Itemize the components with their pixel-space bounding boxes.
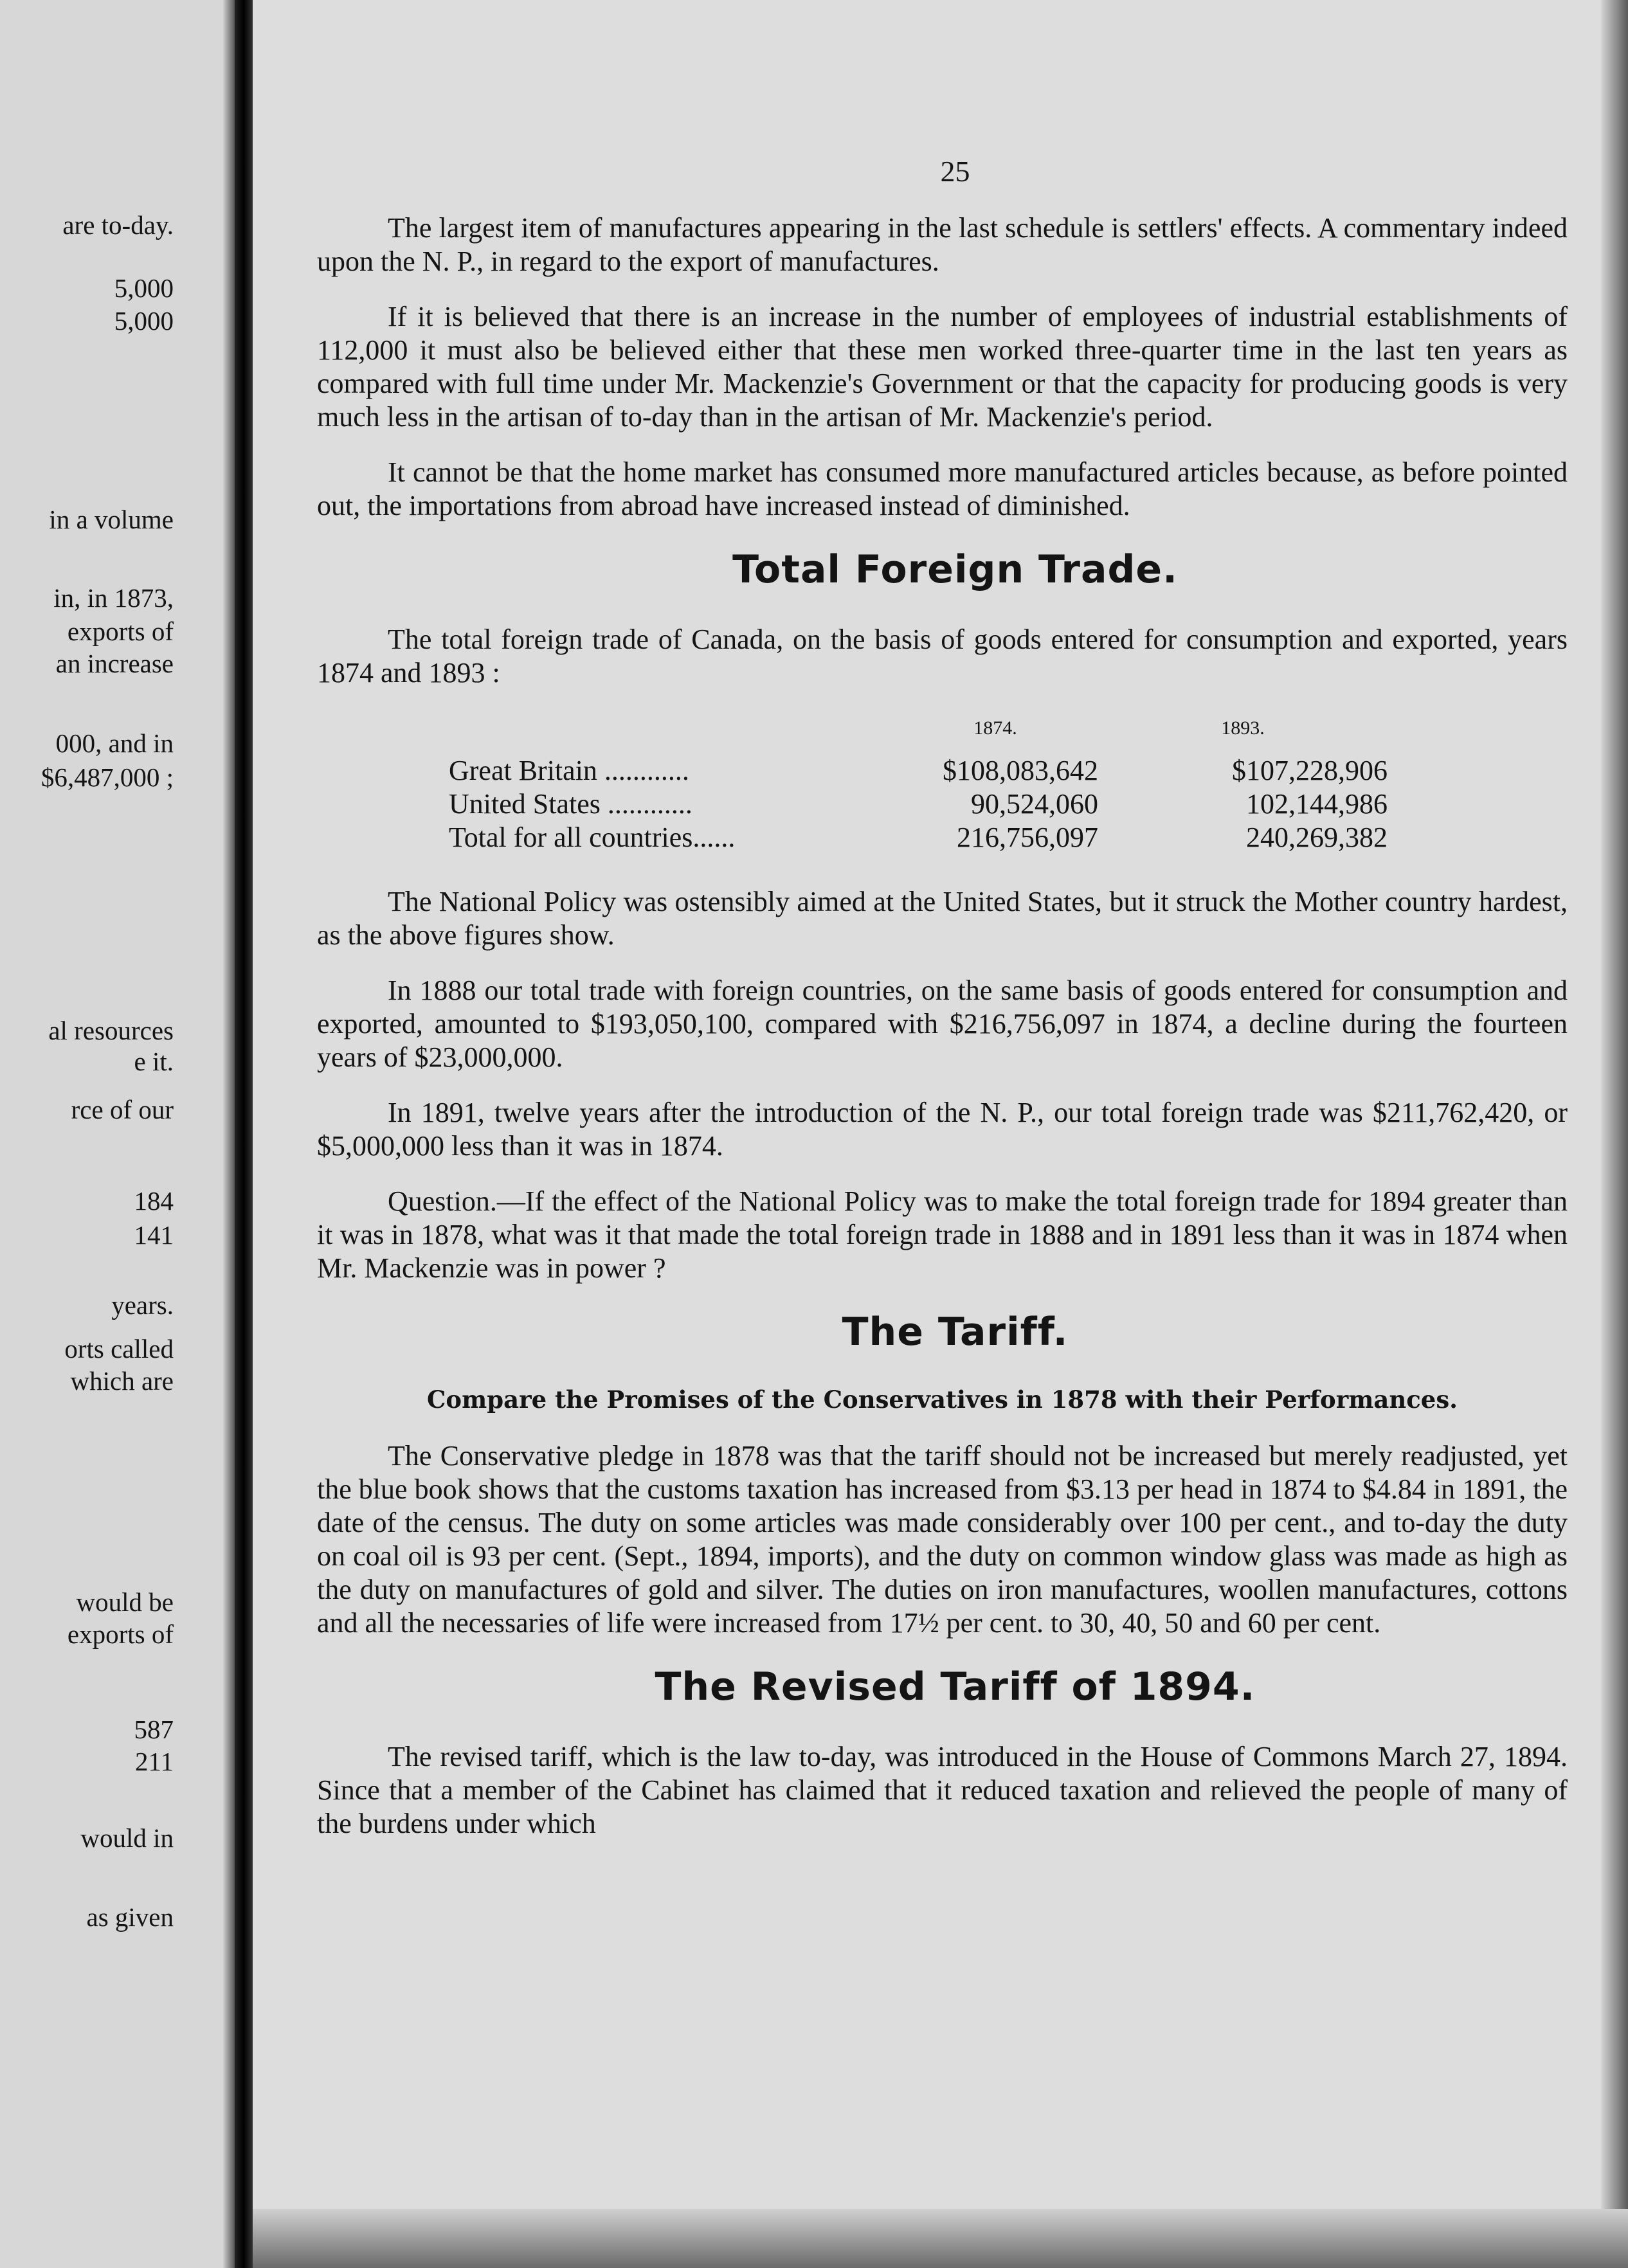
paragraph: The National Policy was ostensibly aimed at the United States, but it struck the Mother country hardest, as the above figures show. — [317, 886, 1568, 951]
section-subheading: Compare the Promises of the Conservatives in 1878 with their Performances. — [426, 1385, 1458, 1414]
right-page — [253, 0, 1628, 2268]
paragraph: Question.—If the effect of the National Policy was to make the total foreign trade for 1894 greater than it was in 1878, what was it that made the total foreign trade in 1888 and in 1891 less than it was in 1874 when Mr. Mackenzie was in power ? — [317, 1185, 1568, 1284]
value-1874: 90,524,060 — [971, 788, 1098, 820]
left-text-fragment: exports of — [67, 616, 174, 646]
section-heading-revised-tariff: The Revised Tariff of 1894. — [655, 1664, 1256, 1709]
left-text-fragment: 5,000 — [114, 273, 174, 303]
page-content — [317, 154, 1568, 1862]
value-1893: $107,228,906 — [1232, 755, 1388, 786]
value-1893: 102,144,986 — [1246, 788, 1388, 820]
page-gutter-shadow — [223, 0, 235, 2268]
paragraph: It cannot be that the home market has consumed more manufactured articles because, as before pointed out, the importations from abroad have increased instead of diminished. — [317, 456, 1568, 521]
paragraph: In 1891, twelve years after the introduction of the N. P., our total foreign trade was $211,762,420, or $5,000,000 less than it was in 1874. — [317, 1097, 1568, 1162]
left-text-fragment: $6,487,000 ; — [41, 762, 174, 792]
paragraph: In 1888 our total trade with foreign countries, on the same basis of goods entered for consumption and exported, amounted to $193,050,100, compared with $216,756,097 in 1874, a decline during the fourteen years of $23,000,000. — [317, 975, 1568, 1073]
left-text-fragment: as given — [86, 1902, 174, 1932]
trade-table — [449, 712, 1388, 854]
left-text-fragment: orts called — [64, 1334, 174, 1364]
left-text-fragment: 184 — [134, 1186, 174, 1216]
left-text-fragment: years. — [111, 1290, 174, 1320]
left-text-fragment: exports of — [67, 1619, 174, 1649]
table-header-blank — [449, 712, 892, 754]
paragraph: The revised tariff, which is the law to-day, was introduced in the House of Commons March 27, 1894. Since that a member of the Cabinet has claimed that it reduced taxation and relieved the people of many of the burdens under which — [317, 1741, 1568, 1839]
table-header-1893: 1893. — [1221, 717, 1265, 739]
left-text-fragment: e it. — [134, 1047, 174, 1076]
left-text-fragment: 141 — [134, 1220, 174, 1250]
left-text-fragment: in, in 1873, — [53, 583, 174, 613]
left-text-fragment: would be — [76, 1587, 174, 1617]
left-page — [0, 0, 235, 2268]
left-text-fragment: al resources — [48, 1016, 174, 1045]
paragraph: The total foreign trade of Canada, on the basis of goods entered for consumption and exported, years 1874 and 1893 : — [317, 624, 1568, 688]
left-text-fragment: in a volume — [49, 505, 174, 534]
left-text-fragment: would in — [80, 1823, 174, 1853]
table-row — [449, 754, 1388, 788]
left-text-fragment: 211 — [135, 1747, 174, 1776]
page-edge-shadow — [1601, 0, 1628, 2268]
page-bottom-shadow — [253, 2209, 1628, 2268]
left-text-fragment: rce of our — [71, 1095, 174, 1124]
left-text-fragment: 587 — [134, 1715, 174, 1744]
left-text-fragment: are to-day. — [62, 210, 174, 240]
row-label: Total for all countries...... — [449, 822, 736, 853]
table-row — [449, 788, 1388, 821]
book-spine — [235, 0, 253, 2268]
section-heading-tariff: The Tariff. — [842, 1310, 1069, 1354]
table-row — [449, 821, 1388, 854]
value-1874: $108,083,642 — [943, 755, 1098, 786]
paragraph: The largest item of manufactures appearing in the last schedule is settlers' effects. A commentary indeed upon the N. P., in regard to the export of manufactures. — [317, 212, 1568, 277]
table-header-row — [449, 712, 1388, 754]
left-text-fragment: an increase — [55, 649, 174, 678]
value-1893: 240,269,382 — [1246, 822, 1388, 853]
section-heading-foreign-trade: Total Foreign Trade. — [732, 547, 1178, 592]
left-text-fragment: 000, and in — [55, 728, 174, 758]
page-number: 25 — [940, 155, 970, 188]
left-text-fragment: which are — [70, 1366, 174, 1396]
row-label: United States ............ — [449, 788, 692, 820]
table-header-1874: 1874. — [973, 717, 1017, 739]
paragraph: The Conservative pledge in 1878 was that the tariff should not be increased but merely readjusted, yet the blue book shows that the customs taxation has increased from $3.13 per head in 1874 to $4.84 in 1891, the date of the census. The duty on some articles was made considerably over 100 per cent., and to-day the duty on coal oil is 93 per cent. (Sept., 1894, imports), and the duty on common window glass was made as high as the duty on manufactures of gold and silver. The duties on iron manufactures, woollen manufactures, cottons and all the necessaries of life were increased from 17½ per cent. to 30, 40, 50 and 60 per cent. — [317, 1440, 1568, 1639]
left-text-fragment: 5,000 — [114, 306, 174, 336]
paragraph: If it is believed that there is an increase in the number of employees of industrial establishments of 112,000 it must also be believed either that these men worked three-quarter time in the last ten years as compared with full time under Mr. Mackenzie's Government or that the capacity for producing goods is very much less in the artisan of to-day than in the artisan of Mr. Mackenzie's period. — [317, 301, 1568, 433]
value-1874: 216,756,097 — [957, 822, 1098, 853]
row-label: Great Britain ............ — [449, 755, 689, 786]
